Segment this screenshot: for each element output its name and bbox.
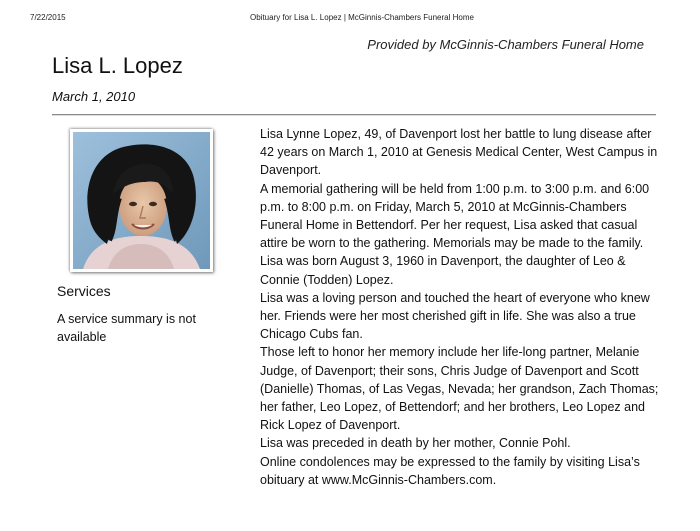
services-heading: Services <box>57 283 111 299</box>
portrait-photo <box>70 129 213 272</box>
page-title: Lisa L. Lopez <box>52 53 183 78</box>
obituary-paragraph: Lisa was born August 3, 1960 in Davenport, the daughter of Leo & Connie (Todden) Lopez. <box>260 254 626 287</box>
obituary-body <box>260 125 660 489</box>
death-date: March 1, 2010 <box>52 89 136 104</box>
obituary-paragraph: Online condolences may be expressed to the family by visiting Lisa’s obituary at www.McGinnis-Chambers.com. <box>260 454 640 487</box>
obituary-paragraph: A memorial gathering will be held from 1:00 p.m. to 3:00 p.m. and 6:00 p.m. to 8:00 p.m. on Friday, March 5, 2010 at McGinnis-Chambers Funeral Home in Bettendorf. Per her request, Lisa asked that casual attire be worn to the gathering. Memorials may be made to the family. <box>260 181 650 251</box>
provided-by-text: Provided by McGinnis-Chambers Funeral Home <box>367 37 644 52</box>
portrait-photo-icon <box>73 132 210 269</box>
print-page-title: Obituary for Lisa L. Lopez | McGinnis-Chambers Funeral Home <box>250 13 474 22</box>
obituary-paragraph: Lisa Lynne Lopez, 49, of Davenport lost her battle to lung disease after 42 years on March 1, 2010 at Genesis Medical Center, West Campus in Davenport. <box>260 127 658 178</box>
obituary-paragraph: Lisa was preceded in death by her mother, Connie Pohl. <box>260 436 571 451</box>
header-divider <box>52 114 656 115</box>
print-header <box>0 13 700 27</box>
obituary-paragraph: Lisa was a loving person and touched the heart of everyone who knew her. Friends were her most cherished gift in life. She was also a true Chicago Cubs fan. <box>260 290 650 342</box>
services-summary: A service summary is not available <box>57 312 196 344</box>
obituary-paragraph: Those left to honor her memory include her life-long partner, Melanie Judge, of Davenport; their sons, Chris Judge of Davenport and Scott (Danielle) Thomas, of Las Vegas, Nevada; her grandson, Zach Thomas; her father, Leo Lopez, of Bettendorf; and her brothers, Leo Lopez and Rick Lopez of Davenport. <box>260 345 659 433</box>
print-date: 7/22/2015 <box>30 13 66 22</box>
